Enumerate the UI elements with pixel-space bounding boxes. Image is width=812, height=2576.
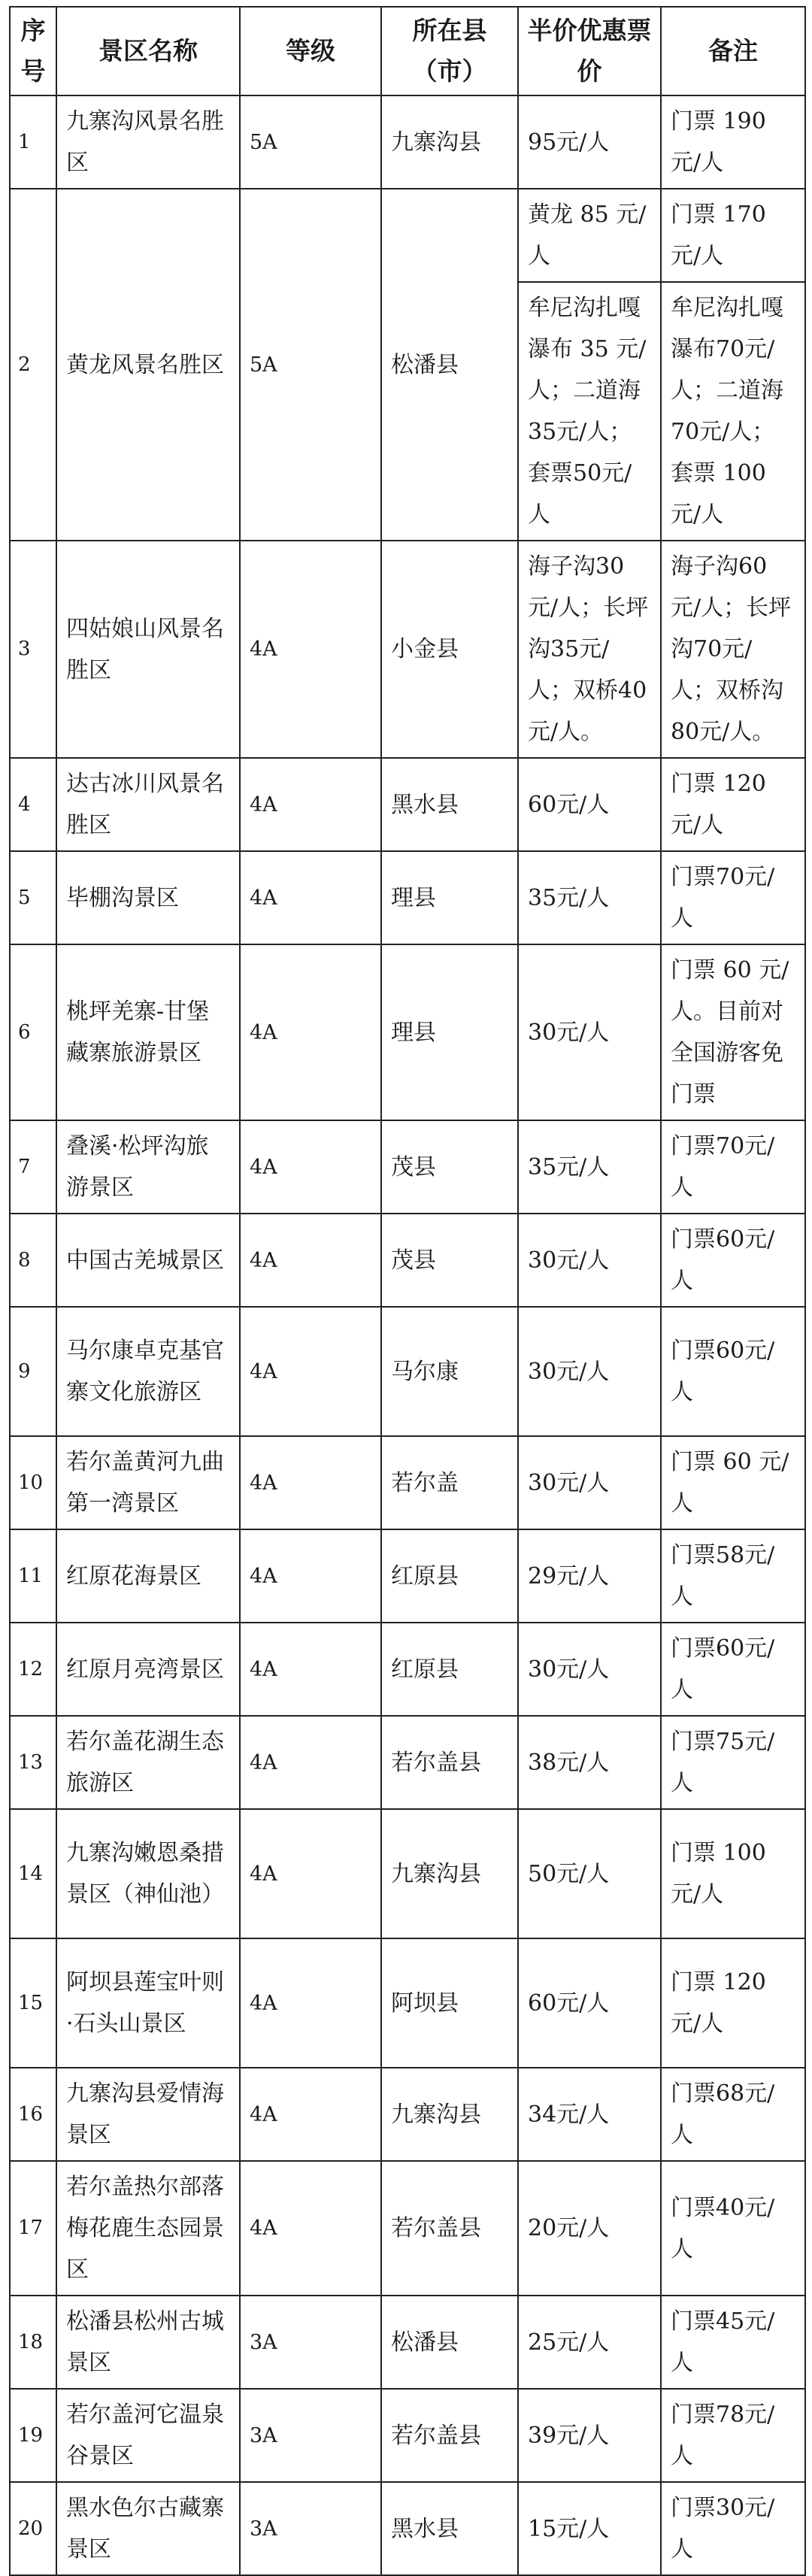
table-row: [10, 1716, 805, 1809]
row-note: 门票70元/人: [661, 851, 805, 944]
row-note: 门票60元/人: [661, 1214, 805, 1307]
row-grade: 3A: [240, 2389, 381, 2482]
row-name: 达古冰川风景名胜区: [56, 758, 240, 851]
row-no: 17: [10, 2161, 56, 2296]
row-name: 若尔盖热尔部落梅花鹿生态园景区: [56, 2161, 240, 2296]
row-no: 4: [10, 758, 56, 851]
table-row: [10, 2482, 805, 2575]
row-name: 若尔盖河它温泉谷景区: [56, 2389, 240, 2482]
row-grade: 4A: [240, 1436, 381, 1529]
row-county: 红原县: [381, 1529, 518, 1623]
table-row: [10, 2389, 805, 2482]
row-grade: 4A: [240, 2068, 381, 2161]
row-note: 门票 190 元/人: [661, 95, 805, 189]
header-note: 备注: [661, 7, 805, 95]
table-row: [10, 944, 805, 1120]
row-no: 16: [10, 2068, 56, 2161]
table-row: [10, 1809, 805, 1938]
header-price: 半价优惠票价: [518, 7, 661, 95]
row-no: 1: [10, 95, 56, 189]
row-price: 20元/人: [518, 2161, 661, 2296]
row-grade: 4A: [240, 541, 381, 758]
row-price: 35元/人: [518, 1120, 661, 1214]
row-note: 门票78元/人: [661, 2389, 805, 2482]
row-no: 6: [10, 944, 56, 1120]
row-county: 松潘县: [381, 189, 518, 541]
row-note: 门票 120 元/人: [661, 758, 805, 851]
table-row: [10, 1623, 805, 1716]
row-no: 18: [10, 2296, 56, 2389]
row-note: 门票75元/人: [661, 1716, 805, 1809]
row-grade: 4A: [240, 944, 381, 1120]
row-note: 门票58元/人: [661, 1529, 805, 1623]
row-no: 13: [10, 1716, 56, 1809]
table-row: [10, 851, 805, 944]
row-county: 阿坝县: [381, 1938, 518, 2068]
scenic-ticket-table: [9, 6, 806, 2576]
row-note: 门票40元/人: [661, 2161, 805, 2296]
row-county: 若尔盖县: [381, 2161, 518, 2296]
row-grade: 4A: [240, 1716, 381, 1809]
row-price: 30元/人: [518, 1436, 661, 1529]
row-name: 九寨沟嫩恩桑措景区（神仙池）: [56, 1809, 240, 1938]
header-no: 序号: [10, 7, 56, 95]
row-county: 九寨沟县: [381, 1809, 518, 1938]
row-price: 30元/人: [518, 1214, 661, 1307]
row-price: 30元/人: [518, 1623, 661, 1716]
row-name: 四姑娘山风景名胜区: [56, 541, 240, 758]
row-county: 松潘县: [381, 2296, 518, 2389]
row-note: 门票 60 元/人: [661, 1436, 805, 1529]
row-name: 松潘县松州古城景区: [56, 2296, 240, 2389]
row-no: 5: [10, 851, 56, 944]
row-grade: 4A: [240, 1529, 381, 1623]
header-grade: 等级: [240, 7, 381, 95]
row-grade: 5A: [240, 95, 381, 189]
row-county: 若尔盖县: [381, 1716, 518, 1809]
row-county: 九寨沟县: [381, 2068, 518, 2161]
row-price: 39元/人: [518, 2389, 661, 2482]
row-note: 牟尼沟扎嘎瀑布70元/人；二道海70元/人；套票 100元/人: [661, 282, 805, 541]
row-county: 黑水县: [381, 2482, 518, 2575]
table-row: [10, 2161, 805, 2296]
row-name: 若尔盖花湖生态旅游区: [56, 1716, 240, 1809]
row-price: 34元/人: [518, 2068, 661, 2161]
row-name: 毕棚沟景区: [56, 851, 240, 944]
row-price: 25元/人: [518, 2296, 661, 2389]
row-price: 15元/人: [518, 2482, 661, 2575]
row-note: 门票 120元/人: [661, 1938, 805, 2068]
row-name: 九寨沟县爱情海景区: [56, 2068, 240, 2161]
row-name: 若尔盖黄河九曲第一湾景区: [56, 1436, 240, 1529]
row-name: 叠溪·松坪沟旅游景区: [56, 1120, 240, 1214]
header-county: 所在县（市）: [381, 7, 518, 95]
row-grade: 4A: [240, 2161, 381, 2296]
row-grade: 4A: [240, 1120, 381, 1214]
table-row: [10, 758, 805, 851]
row-note: 门票 100元/人: [661, 1809, 805, 1938]
row-no: 15: [10, 1938, 56, 2068]
row-county: 理县: [381, 944, 518, 1120]
row-grade: 4A: [240, 1214, 381, 1307]
row-county: 若尔盖: [381, 1436, 518, 1529]
row-no: 14: [10, 1809, 56, 1938]
row-no: 2: [10, 189, 56, 541]
row-county: 茂县: [381, 1120, 518, 1214]
row-no: 8: [10, 1214, 56, 1307]
row-price: 60元/人: [518, 758, 661, 851]
row-price: 黄龙 85 元/人: [518, 189, 661, 282]
row-county: 马尔康: [381, 1307, 518, 1436]
row-note: 门票45元/人: [661, 2296, 805, 2389]
row-note: 门票60元/人: [661, 1623, 805, 1716]
ticket-table-container: [9, 6, 806, 2576]
table-row: [10, 1436, 805, 1529]
row-price: 35元/人: [518, 851, 661, 944]
row-grade: 3A: [240, 2296, 381, 2389]
row-grade: 4A: [240, 758, 381, 851]
table-row: [10, 1529, 805, 1623]
row-note: 门票60元/人: [661, 1307, 805, 1436]
row-price: 牟尼沟扎嘎瀑布 35 元/人；二道海35元/人；套票50元/人: [518, 282, 661, 541]
row-note: 门票68元/人: [661, 2068, 805, 2161]
table-row: [10, 1214, 805, 1307]
row-grade: 4A: [240, 1623, 381, 1716]
row-name: 九寨沟风景名胜区: [56, 95, 240, 189]
table-row: [10, 2068, 805, 2161]
table-header-row: [10, 7, 805, 95]
row-no: 19: [10, 2389, 56, 2482]
row-price: 38元/人: [518, 1716, 661, 1809]
row-county: 红原县: [381, 1623, 518, 1716]
row-grade: 4A: [240, 1938, 381, 2068]
row-grade: 5A: [240, 189, 381, 541]
table-row: [10, 2296, 805, 2389]
row-name: 中国古羌城景区: [56, 1214, 240, 1307]
row-grade: 4A: [240, 1307, 381, 1436]
table-row: [10, 1307, 805, 1436]
row-no: 20: [10, 2482, 56, 2575]
row-name: 桃坪羌寨-甘堡藏寨旅游景区: [56, 944, 240, 1120]
row-name: 红原花海景区: [56, 1529, 240, 1623]
row-no: 11: [10, 1529, 56, 1623]
row-no: 10: [10, 1436, 56, 1529]
header-name: 景区名称: [56, 7, 240, 95]
row-county: 茂县: [381, 1214, 518, 1307]
row-note: 门票 170 元/人: [661, 189, 805, 282]
table-row: [10, 541, 805, 758]
row-county: 理县: [381, 851, 518, 944]
row-price: 50元/人: [518, 1809, 661, 1938]
row-county: 九寨沟县: [381, 95, 518, 189]
row-price: 95元/人: [518, 95, 661, 189]
row-county: 黑水县: [381, 758, 518, 851]
row-name: 马尔康卓克基官寨文化旅游区: [56, 1307, 240, 1436]
table-row: [10, 1938, 805, 2068]
row-name: 红原月亮湾景区: [56, 1623, 240, 1716]
table-row: [10, 189, 805, 282]
row-note: 门票 60 元/人。目前对全国游客免门票: [661, 944, 805, 1120]
row-note: 门票30元/人: [661, 2482, 805, 2575]
row-name: 阿坝县莲宝叶则·石头山景区: [56, 1938, 240, 2068]
row-no: 9: [10, 1307, 56, 1436]
row-note: 海子沟60元/人；长坪沟70元/人；双桥沟80元/人。: [661, 541, 805, 758]
row-price: 29元/人: [518, 1529, 661, 1623]
row-county: 小金县: [381, 541, 518, 758]
row-county: 若尔盖县: [381, 2389, 518, 2482]
row-name: 黑水色尔古藏寨景区: [56, 2482, 240, 2575]
row-price: 30元/人: [518, 944, 661, 1120]
row-grade: 3A: [240, 2482, 381, 2575]
row-no: 3: [10, 541, 56, 758]
row-name: 黄龙风景名胜区: [56, 189, 240, 541]
row-price: 海子沟30元/人；长坪沟35元/人；双桥40元/人。: [518, 541, 661, 758]
row-price: 60元/人: [518, 1938, 661, 2068]
row-grade: 4A: [240, 1809, 381, 1938]
row-price: 30元/人: [518, 1307, 661, 1436]
table-row: [10, 95, 805, 189]
row-grade: 4A: [240, 851, 381, 944]
table-row: [10, 1120, 805, 1214]
row-no: 7: [10, 1120, 56, 1214]
row-note: 门票70元/人: [661, 1120, 805, 1214]
row-no: 12: [10, 1623, 56, 1716]
